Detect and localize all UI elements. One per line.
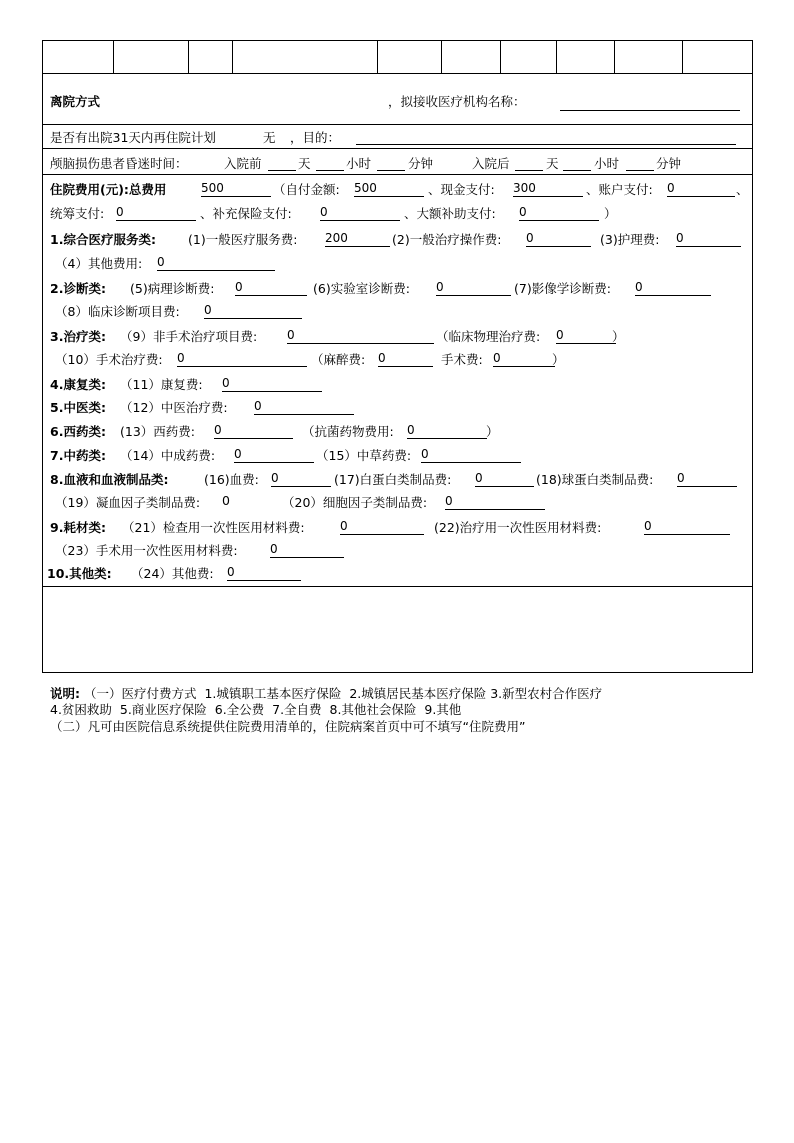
category-9-title: 9.耗材类: <box>50 520 106 535</box>
item-5-label: (5)病理诊断费: <box>130 281 215 296</box>
cash-label: 、现金支付: <box>428 182 495 197</box>
item-10-field[interactable]: 0 <box>177 351 307 367</box>
item-21-field[interactable]: 0 <box>340 519 424 535</box>
item-5-field[interactable]: 0 <box>235 280 307 296</box>
item-13-label: (13）西药费: <box>120 424 195 439</box>
supp-field[interactable]: 0 <box>320 205 400 221</box>
item-10-label: （10）手术治疗费: <box>55 352 163 367</box>
item-1-field[interactable]: 200 <box>325 231 390 247</box>
category-10-title: 10.其他类: <box>47 566 112 581</box>
cash-field[interactable]: 300 <box>513 181 583 197</box>
coma-before-hours[interactable] <box>316 155 344 171</box>
physical-therapy-label: （临床物理治疗费: <box>436 329 541 344</box>
notes-line-1: （一）医疗付费方式 1.城镇职工基本医疗保险 2.城镇居民基本医疗保险 3.新型农村合作医疗 <box>84 686 603 701</box>
coma-after-hours[interactable] <box>563 155 591 171</box>
coma-before-days[interactable] <box>268 155 296 171</box>
discharge-label: 离院方式 <box>50 94 101 109</box>
surgery-field[interactable]: 0 <box>493 351 555 367</box>
category-1-title: 1.综合医疗服务类: <box>50 232 156 247</box>
category-3-title: 3.治疗类: <box>50 329 106 344</box>
coma-label: 颅脑损伤患者昏迷时间： <box>50 156 188 171</box>
coma-after-minutes[interactable] <box>626 155 654 171</box>
item-9-field[interactable]: 0 <box>287 328 434 344</box>
item-11-field[interactable]: 0 <box>222 376 322 392</box>
item-24-field[interactable]: 0 <box>227 565 301 581</box>
item-13-field[interactable]: 0 <box>214 423 293 439</box>
item-19-field[interactable]: 0 <box>222 493 230 508</box>
total-cost-field[interactable]: 500 <box>201 181 271 197</box>
item-12-field[interactable]: 0 <box>254 399 354 415</box>
coma-after-days[interactable] <box>515 155 543 171</box>
close-paren: ） <box>612 329 625 344</box>
coma-day-unit: 天 <box>298 156 311 171</box>
coma-before-label: 入院前 <box>224 156 262 171</box>
coma-hour-unit: 小时 <box>594 156 620 171</box>
coma-day-unit: 天 <box>546 156 559 171</box>
account-label: 、账户支付: <box>586 182 653 197</box>
physical-therapy-field[interactable]: 0 <box>556 328 616 344</box>
receiving-institution-label: ，拟接收医疗机构名称： <box>388 94 526 109</box>
category-6-title: 6.西药类: <box>50 424 106 439</box>
self-pay-label: （自付金额: <box>273 182 340 197</box>
item-17-field[interactable]: 0 <box>475 471 534 487</box>
item-20-field[interactable]: 0 <box>445 494 545 510</box>
item-15-field[interactable]: 0 <box>421 447 521 463</box>
item-7-label: (7)影像学诊断费: <box>514 281 611 296</box>
pooled-label: 统筹支付: <box>50 206 105 221</box>
coma-hour-unit: 小时 <box>346 156 372 171</box>
coma-minute-unit: 分钟 <box>408 156 434 171</box>
purpose-field[interactable] <box>356 129 736 145</box>
item-14-label: （14）中成药费: <box>120 448 216 463</box>
category-8-title: 8.血液和血液制品类: <box>50 472 169 487</box>
item-21-label: （21）检查用一次性医用材料费: <box>122 520 305 535</box>
coma-minute-unit: 分钟 <box>656 156 682 171</box>
costs-title: 住院费用(元):总费用 <box>50 182 167 197</box>
category-5-title: 5.中医类: <box>50 400 106 415</box>
item-16-label: (16)血费: <box>204 472 259 487</box>
item-4-label: （4）其他费用: <box>55 256 143 271</box>
antibiotic-field[interactable]: 0 <box>407 423 487 439</box>
large-field[interactable]: 0 <box>519 205 599 221</box>
item-14-field[interactable]: 0 <box>234 447 314 463</box>
item-15-label: （15）中草药费: <box>316 448 412 463</box>
item-18-label: (18)球蛋白类制品费: <box>536 472 654 487</box>
close-paren: ） <box>552 352 565 367</box>
item-23-field[interactable]: 0 <box>270 542 344 558</box>
pooled-field[interactable]: 0 <box>116 205 196 221</box>
category-2-title: 2.诊断类: <box>50 281 106 296</box>
supp-label: 、补充保险支付: <box>200 206 292 221</box>
item-7-field[interactable]: 0 <box>635 280 711 296</box>
item-6-field[interactable]: 0 <box>436 280 511 296</box>
item-22-field[interactable]: 0 <box>644 519 730 535</box>
item-24-label: （24）其他费: <box>131 566 214 581</box>
item-4-field[interactable]: 0 <box>157 255 275 271</box>
receiving-institution-field[interactable] <box>560 95 740 111</box>
notes-line-3: （二）凡可由医院信息系统提供住院费用清单的，住院病案首页中可不填写“住院费用” <box>50 719 526 734</box>
readmit-value[interactable]: 无 <box>263 130 276 145</box>
coma-after-label: 入院后 <box>472 156 510 171</box>
item-9-label: （9）非手术治疗项目费: <box>120 329 258 344</box>
notes-label: 说明: <box>50 686 80 701</box>
notes-line-2: 4.贫困救助 5.商业医疗保险 6.全公费 7.全自费 8.其他社会保险 9.其他 <box>50 702 462 717</box>
item-17-label: (17)白蛋白类制品费: <box>334 472 452 487</box>
item-20-label: （20）细胞因子类制品费: <box>282 495 428 510</box>
item-11-label: （11）康复费: <box>120 377 203 392</box>
item-22-label: (22)治疗用一次性医用材料费: <box>434 520 602 535</box>
item-23-label: （23）手术用一次性医用材料费: <box>55 543 238 558</box>
item-8-field[interactable]: 0 <box>204 303 302 319</box>
readmit-label: 是否有出院31天内再住院计划 <box>50 130 216 145</box>
self-pay-field[interactable]: 500 <box>354 181 424 197</box>
item-18-field[interactable]: 0 <box>677 471 737 487</box>
category-7-title: 7.中药类: <box>50 448 106 463</box>
large-label: 、大额补助支付: <box>404 206 496 221</box>
item-3-label: (3)护理费: <box>600 232 660 247</box>
account-field[interactable]: 0 <box>667 181 735 197</box>
category-4-title: 4.康复类: <box>50 377 106 392</box>
item-6-label: (6)实验室诊断费: <box>313 281 410 296</box>
surgery-label: 手术费: <box>441 352 483 367</box>
close-paren: ） <box>486 424 499 439</box>
item-12-label: （12）中医治疗费: <box>120 400 228 415</box>
item-3-field[interactable]: 0 <box>676 231 741 247</box>
coma-before-minutes[interactable] <box>377 155 405 171</box>
item-19-label: （19）凝血因子类制品费: <box>55 495 201 510</box>
separator-comma: 、 <box>736 182 749 197</box>
close-paren: ） <box>604 206 617 221</box>
item-8-label: （8）临床诊断项目费: <box>55 304 180 319</box>
anesthesia-label: （麻醉费: <box>311 352 366 367</box>
purpose-label: ，目的： <box>290 130 341 145</box>
item-2-field[interactable]: 0 <box>526 231 591 247</box>
anesthesia-field[interactable]: 0 <box>378 351 433 367</box>
item-16-field[interactable]: 0 <box>271 471 331 487</box>
item-1-label: (1)一般医疗服务费: <box>188 232 298 247</box>
item-2-label: (2)一般治疗操作费: <box>392 232 502 247</box>
antibiotic-label: （抗菌药物费用: <box>302 424 394 439</box>
